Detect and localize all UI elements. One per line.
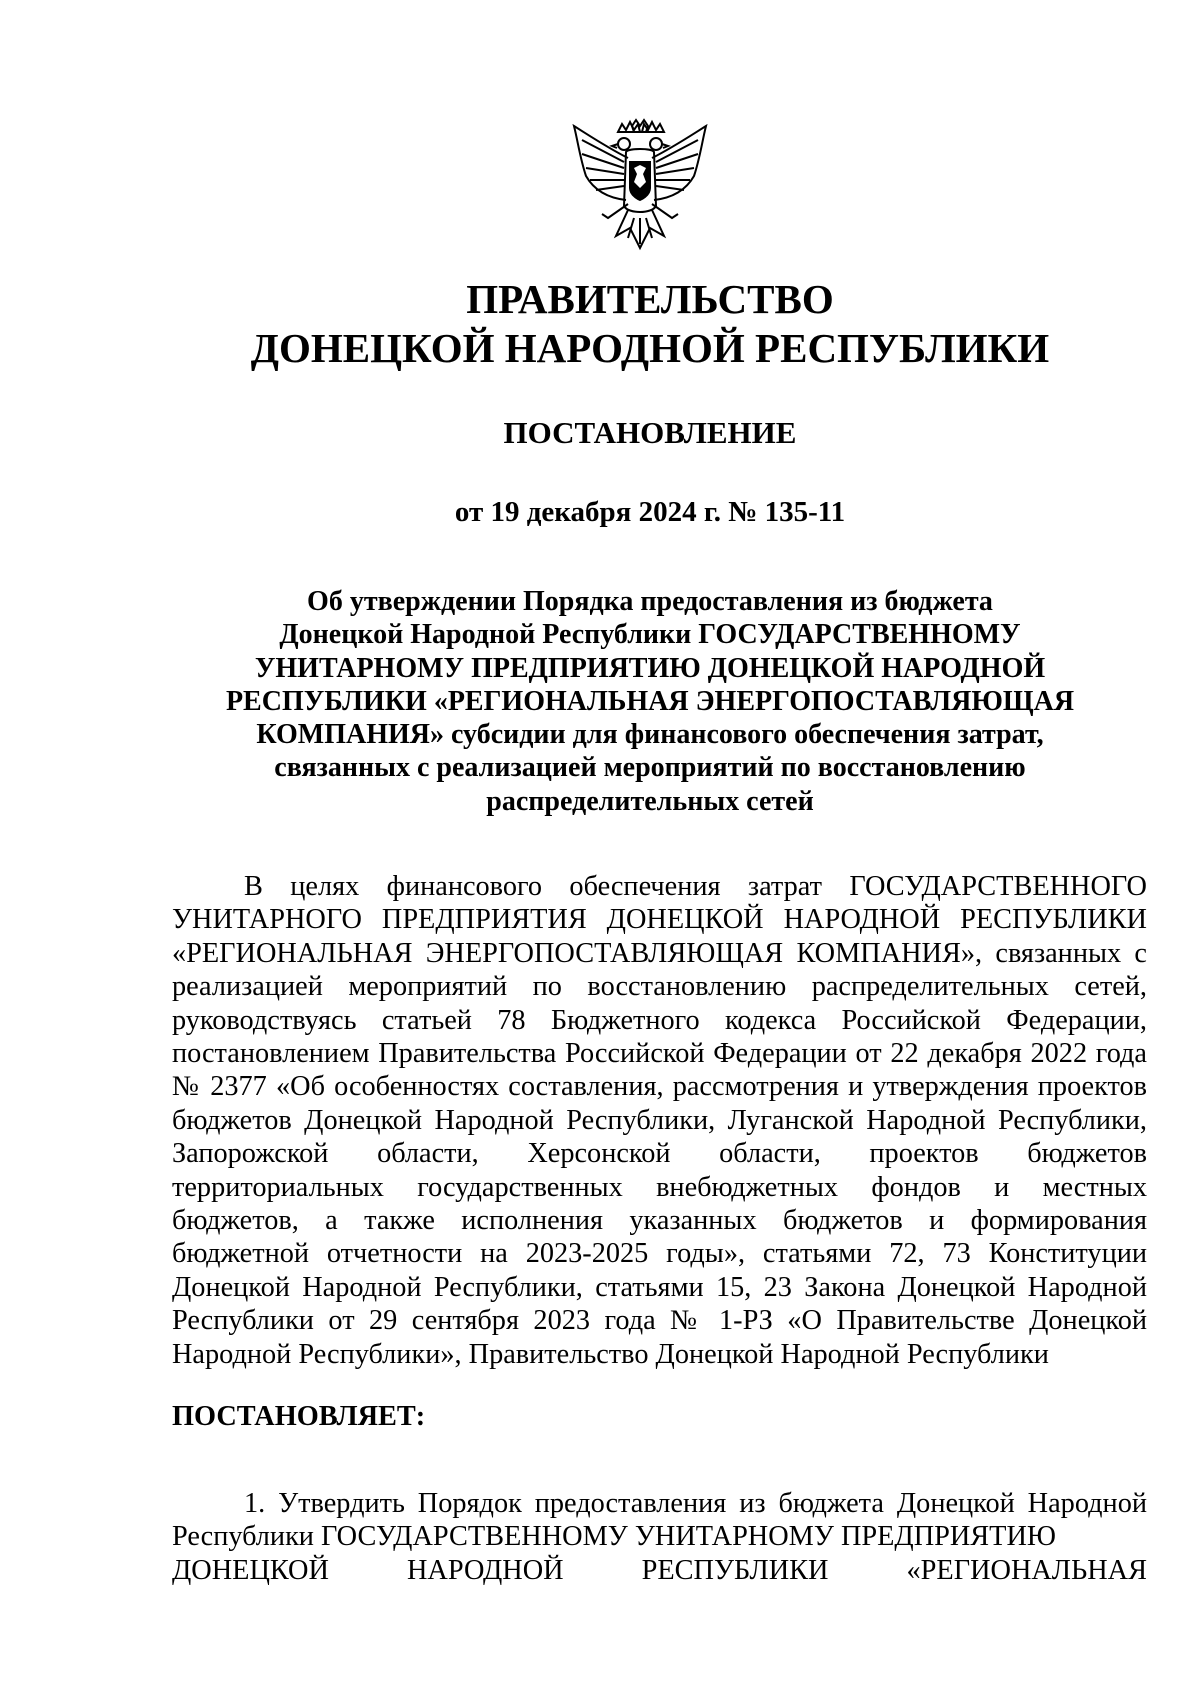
item-1-paragraph (172, 1487, 1147, 1587)
title-line: РЕСПУБЛИКИ «РЕГИОНАЛЬНАЯ ЭНЕРГОПОСТАВЛЯЮЩАЯ (225, 685, 1075, 717)
title-line: Об утверждении Порядка предоставления из бюджета (307, 586, 993, 617)
title-line: КОМПАНИЯ» субсидии для финансового обеспечения затрат, (256, 719, 1044, 751)
document-date-number: от 19 декабря 2024 г. № 135-11 (454, 496, 846, 528)
org-line-2: ДОНЕЦКОЙ НАРОДНОЙ РЕСПУБЛИКИ (250, 325, 1050, 371)
document-title (200, 585, 1100, 818)
org-line-1: ПРАВИТЕЛЬСТВО (466, 276, 834, 322)
title-line: связанных с реализацией мероприятий по восстановлению (274, 752, 1026, 784)
preamble-paragraph: В целях финансового обеспечения затрат ГОСУДАРСТВЕННОГО УНИТАРНОГО ПРЕДПРИЯТИЯ ДОНЕЦКОЙ НАРОДНОЙ РЕСПУБЛИКИ «РЕГИОНАЛЬНАЯ ЭНЕРГОПОСТАВЛЯЮЩАЯ КОМПАНИЯ», связанных с реализацией мероприятий по восстановлению распределительных сетей, руководствуясь статьей 78 Бюджетного кодекса Российской Федерации, постановлением Правительства Российской Федерации от 22 декабря 2022 года № 2377 «Об особенностях составления, рассмотрения и утверждения проектов бюджетов Донецкой Народной Республики, Луганской Народной Республики, Запорожской области, Херсонской области, проектов бюджетов территориальных государственных внебюджетных фондов и местных бюджетов, а также исполнения указанных бюджетов и формирования бюджетной отчетности на 2023-2025 годы», статьями 72, 73 Конституции Донецкой Народной Республики, статьями 15, 23 Закона Донецкой Народной Республики от 29 сентября 2023 года № 1-РЗ «О Правительстве Донецкой Народной Республики», Правительство Донецкой Народной Республики (172, 871, 1147, 1370)
document-type: ПОСТАНОВЛЕНИЕ (503, 415, 797, 450)
title-line: Донецкой Народной Республики ГОСУДАРСТВЕННОМУ (279, 619, 1021, 651)
title-line: распределительных сетей (486, 785, 814, 817)
coat-of-arms-icon (568, 118, 712, 262)
resolves-heading: ПОСТАНОВЛЯЕТ: (172, 1401, 426, 1432)
title-line: УНИТАРНОМУ ПРЕДПРИЯТИЮ ДОНЕЦКОЙ НАРОДНОЙ (254, 652, 1046, 684)
item-1-continuation: ДОНЕЦКОЙ НАРОДНОЙ РЕСПУБЛИКИ «РЕГИОНАЛЬНАЯ (172, 1554, 1147, 1586)
government-name (170, 275, 1130, 373)
item-1-text: 1. Утвердить Порядок предоставления из бюджета Донецкой Народной Республики ГОСУДАРСТВЕННОМУ УНИТАРНОМУ ПРЕДПРИЯТИЮ (172, 1488, 1147, 1553)
